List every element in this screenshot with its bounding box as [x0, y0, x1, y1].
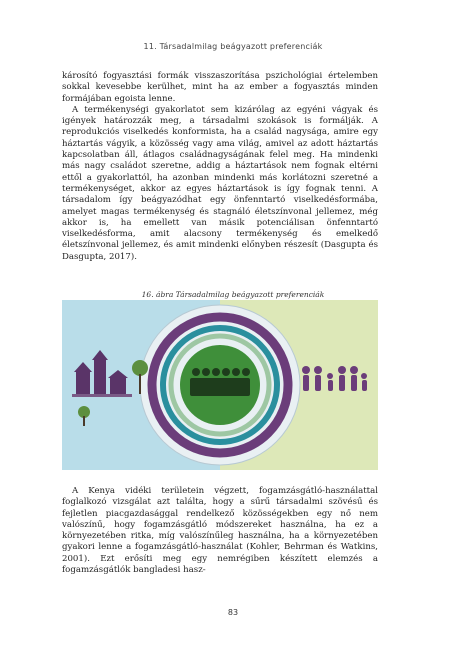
paragraph-kenya: A Kenya vidéki területein végzett, fogamzásgátló-használattal foglalkozó vizsgálat azt találta, hogy a sűrű társadalmi szövésű és fejletlen piacgazdasággal rendelkező közösségekben egy nő nem valószínű, hogy fogamzásgátló módszereket használna, ha ez a környezetében ritka, míg valószínűleg használna, ha a környezetében gyakori lenne a fogamzásgátló-használat (Kohler, Behrman és Watkins, 2001). Ezt erősíti meg egy nemrégiben készített elemzés a fogamzásgátlók bangladesi hasz-	[62, 486, 378, 576]
body-text-bottom	[62, 486, 378, 576]
figure-illustration	[62, 300, 378, 470]
running-header: 11. Társadalmilag beágyazott preferenciák	[143, 42, 323, 51]
paragraph-fertility: A termékenységi gyakorlatot sem kizárólag az egyéni vágyak és igények határozzák meg, a társadalmi szokások is formálják. A reprodukciós viselkedés konformista, ha a család nagysága, amire egy háztartás vágyik, a közösség vagy ama világ, amivel az adott háztartás kapcsolatban áll, átlagos családnagyságának felel meg. Ha mindenki más nagy családot szeretne, addig a háztartások nem fognak eltérni ettől a gyakorlattól, ha azonban mindenki más korlátozni szeretné a termékenységet, akkor az egyes háztartások is így fognak tenni. A társadalom így beágyazódhat egy önfenntartó viselkedésformába, amelyet magas termékenység és stagnáló életszínvonal jellemez, még akkor is, ha emellett van másik potenciálisan önfenntartó viselkedésforma, amit alacsony termékenység és emelkedő életszínvonal jellemez, és amit mindenki előnyben részesít (Dasgupta és Dasgupta, 2017).	[62, 104, 378, 262]
figure-caption: 16. ábra Társadalmilag beágyazott preferenciák	[141, 290, 325, 299]
paragraph-continuation: károsító fogyasztási formák visszaszorítása pszichológiai értelemben sokkal kevesebbe kerülhet, mint ha az ember a fogyasztás minden formájában egoista lenne.	[62, 71, 378, 104]
page-number: 83	[227, 608, 239, 617]
body-text-top	[62, 71, 378, 263]
figure-svg	[62, 300, 378, 470]
